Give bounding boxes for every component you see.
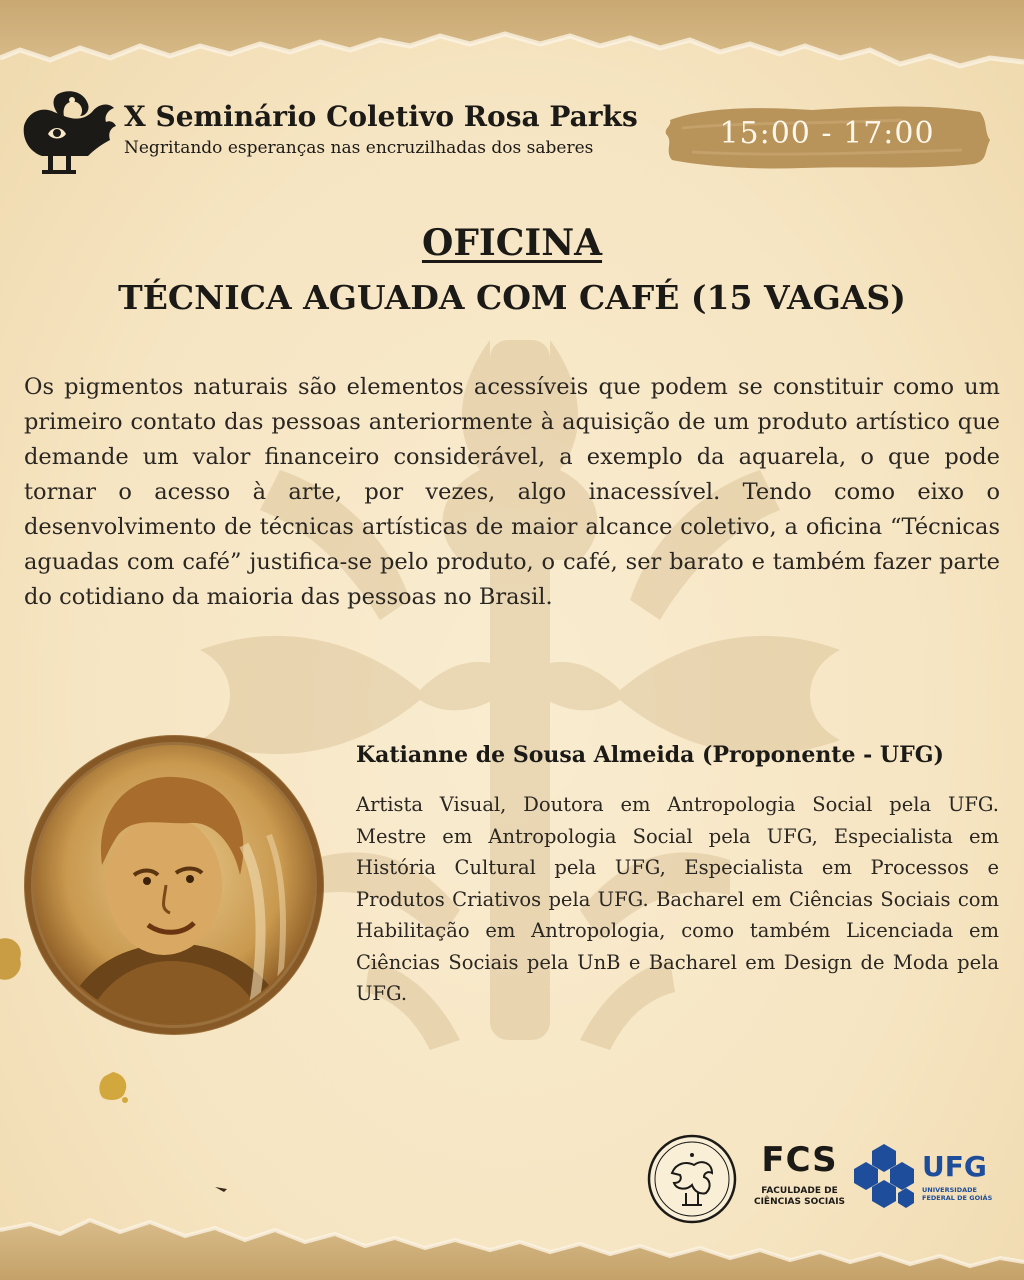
fcs-logo — [752, 1140, 847, 1220]
workshop-title: TÉCNICA AGUADA COM CAFÉ (15 VAGAS) — [118, 278, 906, 317]
fcs-acronym: FCS — [761, 1140, 838, 1180]
seminar-header — [18, 86, 658, 186]
ufg-hexagons-icon — [848, 1142, 920, 1214]
coffee-stain-icon — [0, 935, 26, 985]
speaker-name: Katianne de Sousa Almeida (Proponente - UFG) — [356, 742, 944, 768]
workshop-label: OFICINA — [421, 222, 603, 264]
seminar-title: X Seminário Coletivo Rosa Parks — [124, 100, 638, 133]
ufg-acronym: UFG — [922, 1150, 987, 1183]
speaker-bio: Artista Visual, Doutora em Antropologia Social pela UFG. Mestre em Antropologia Social pela UFG, Especialista em História Cultural pela UFG, Especialista em Processos e Produtos Criativos pela UFG. Bacharel em Ciências Sociais com Habilitação em Antropologia, como também Licenciada em Ciências Sociais pela UnB e Bacharel em Design de Moda pela UFG. — [356, 793, 999, 1005]
ufg-logo — [848, 1140, 998, 1215]
fcs-name: FACULDADE DE CIÊNCIAS SOCIAIS — [753, 1186, 846, 1207]
coffee-drop-icon — [95, 1068, 131, 1104]
sankofa-bird-icon — [18, 86, 116, 178]
workshop-description: Os pigmentos naturais são elementos acessíveis que podem se constituir como um primeiro contato das pessoas anteriormente à aquisição de um produto artístico que demande um valor financeiro considerável, a exemplo da aquarela, o que pode tornar o acesso à arte, por vezes, algo inacessível. Tendo como eixo o desenvolvimento de técnicas artísticas de maior alcance coletivo, a oficina “Técnicas aguadas com café” justifica-se pelo produto, o café, ser barato e também fazer parte do cotidiano da maioria das pessoas no Brasil. — [24, 374, 1000, 610]
seminar-subtitle: Negritando esperanças nas encruzilhadas dos saberes — [124, 138, 594, 158]
time-badge — [662, 98, 992, 174]
speaker-portrait — [14, 725, 334, 1045]
time-range: 15:00 - 17:00 — [719, 116, 935, 151]
ufg-name: UNIVERSIDADE FEDERAL DE GOIÁS — [922, 1186, 993, 1202]
torn-paper-top — [0, 0, 1024, 80]
coletivo-rosa-parks-logo-icon — [646, 1133, 738, 1225]
